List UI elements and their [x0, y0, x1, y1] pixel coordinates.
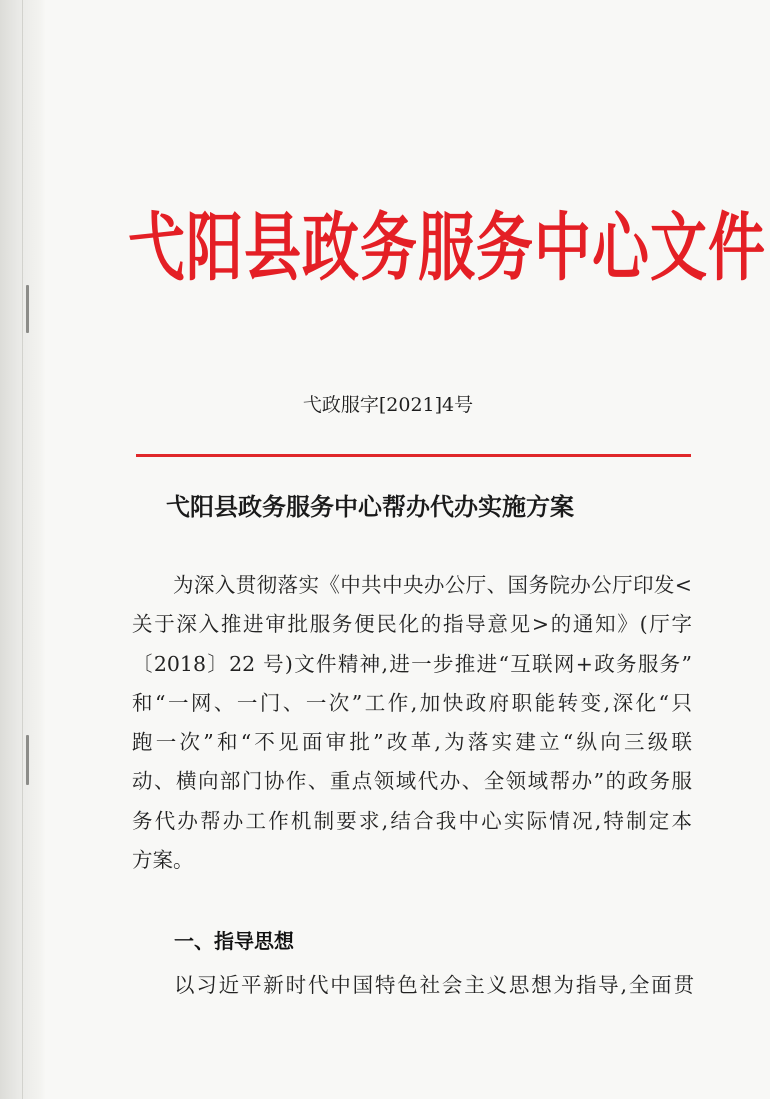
staple-mark-top — [26, 285, 29, 333]
paragraph-line: 跑一次”和“不见面审批”改革,为落实建立“纵向三级联 — [132, 730, 692, 755]
paragraph-line: 和“一网、一门、一次”工作,加快政府职能转变,深化“只 — [132, 690, 692, 715]
section-heading-guiding-thought: 一、指导思想 — [174, 929, 294, 953]
paragraph-line: 务代办帮办工作机制要求,结合我中心实际情况,特制定本 — [132, 808, 692, 833]
paragraph-line: 关于深入推进审批服务便民化的指导意见>的通知》(厅字 — [132, 612, 692, 637]
issuer-red-header: 弋阳县政务服务中心文件 — [128, 204, 766, 292]
section-first-line: 以习近平新时代中国特色社会主义思想为指导,全面贯 — [174, 973, 694, 997]
paragraph-line: 为深入贯彻落实《中共中央办公厅、国务院办公厅印发< — [173, 573, 692, 597]
red-separator-rule — [136, 454, 691, 457]
scan-fold-line — [22, 0, 23, 1099]
paragraph-line: 动、横向部门协作、重点领域代办、全领域帮办”的政务服 — [132, 769, 692, 794]
document-title: 弋阳县政务服务中心帮办代办实施方案 — [166, 492, 574, 521]
paragraph-line: 〔2018〕22 号)文件精神,进一步推进“互联网+政务服务” — [132, 651, 692, 676]
paragraph-line: 方案。 — [132, 848, 194, 873]
intro-paragraph — [132, 566, 692, 880]
document-number: 弋政服字[2021]4号 — [302, 394, 474, 416]
scan-edge-shadow — [0, 0, 46, 1099]
staple-mark-bottom — [26, 735, 29, 785]
